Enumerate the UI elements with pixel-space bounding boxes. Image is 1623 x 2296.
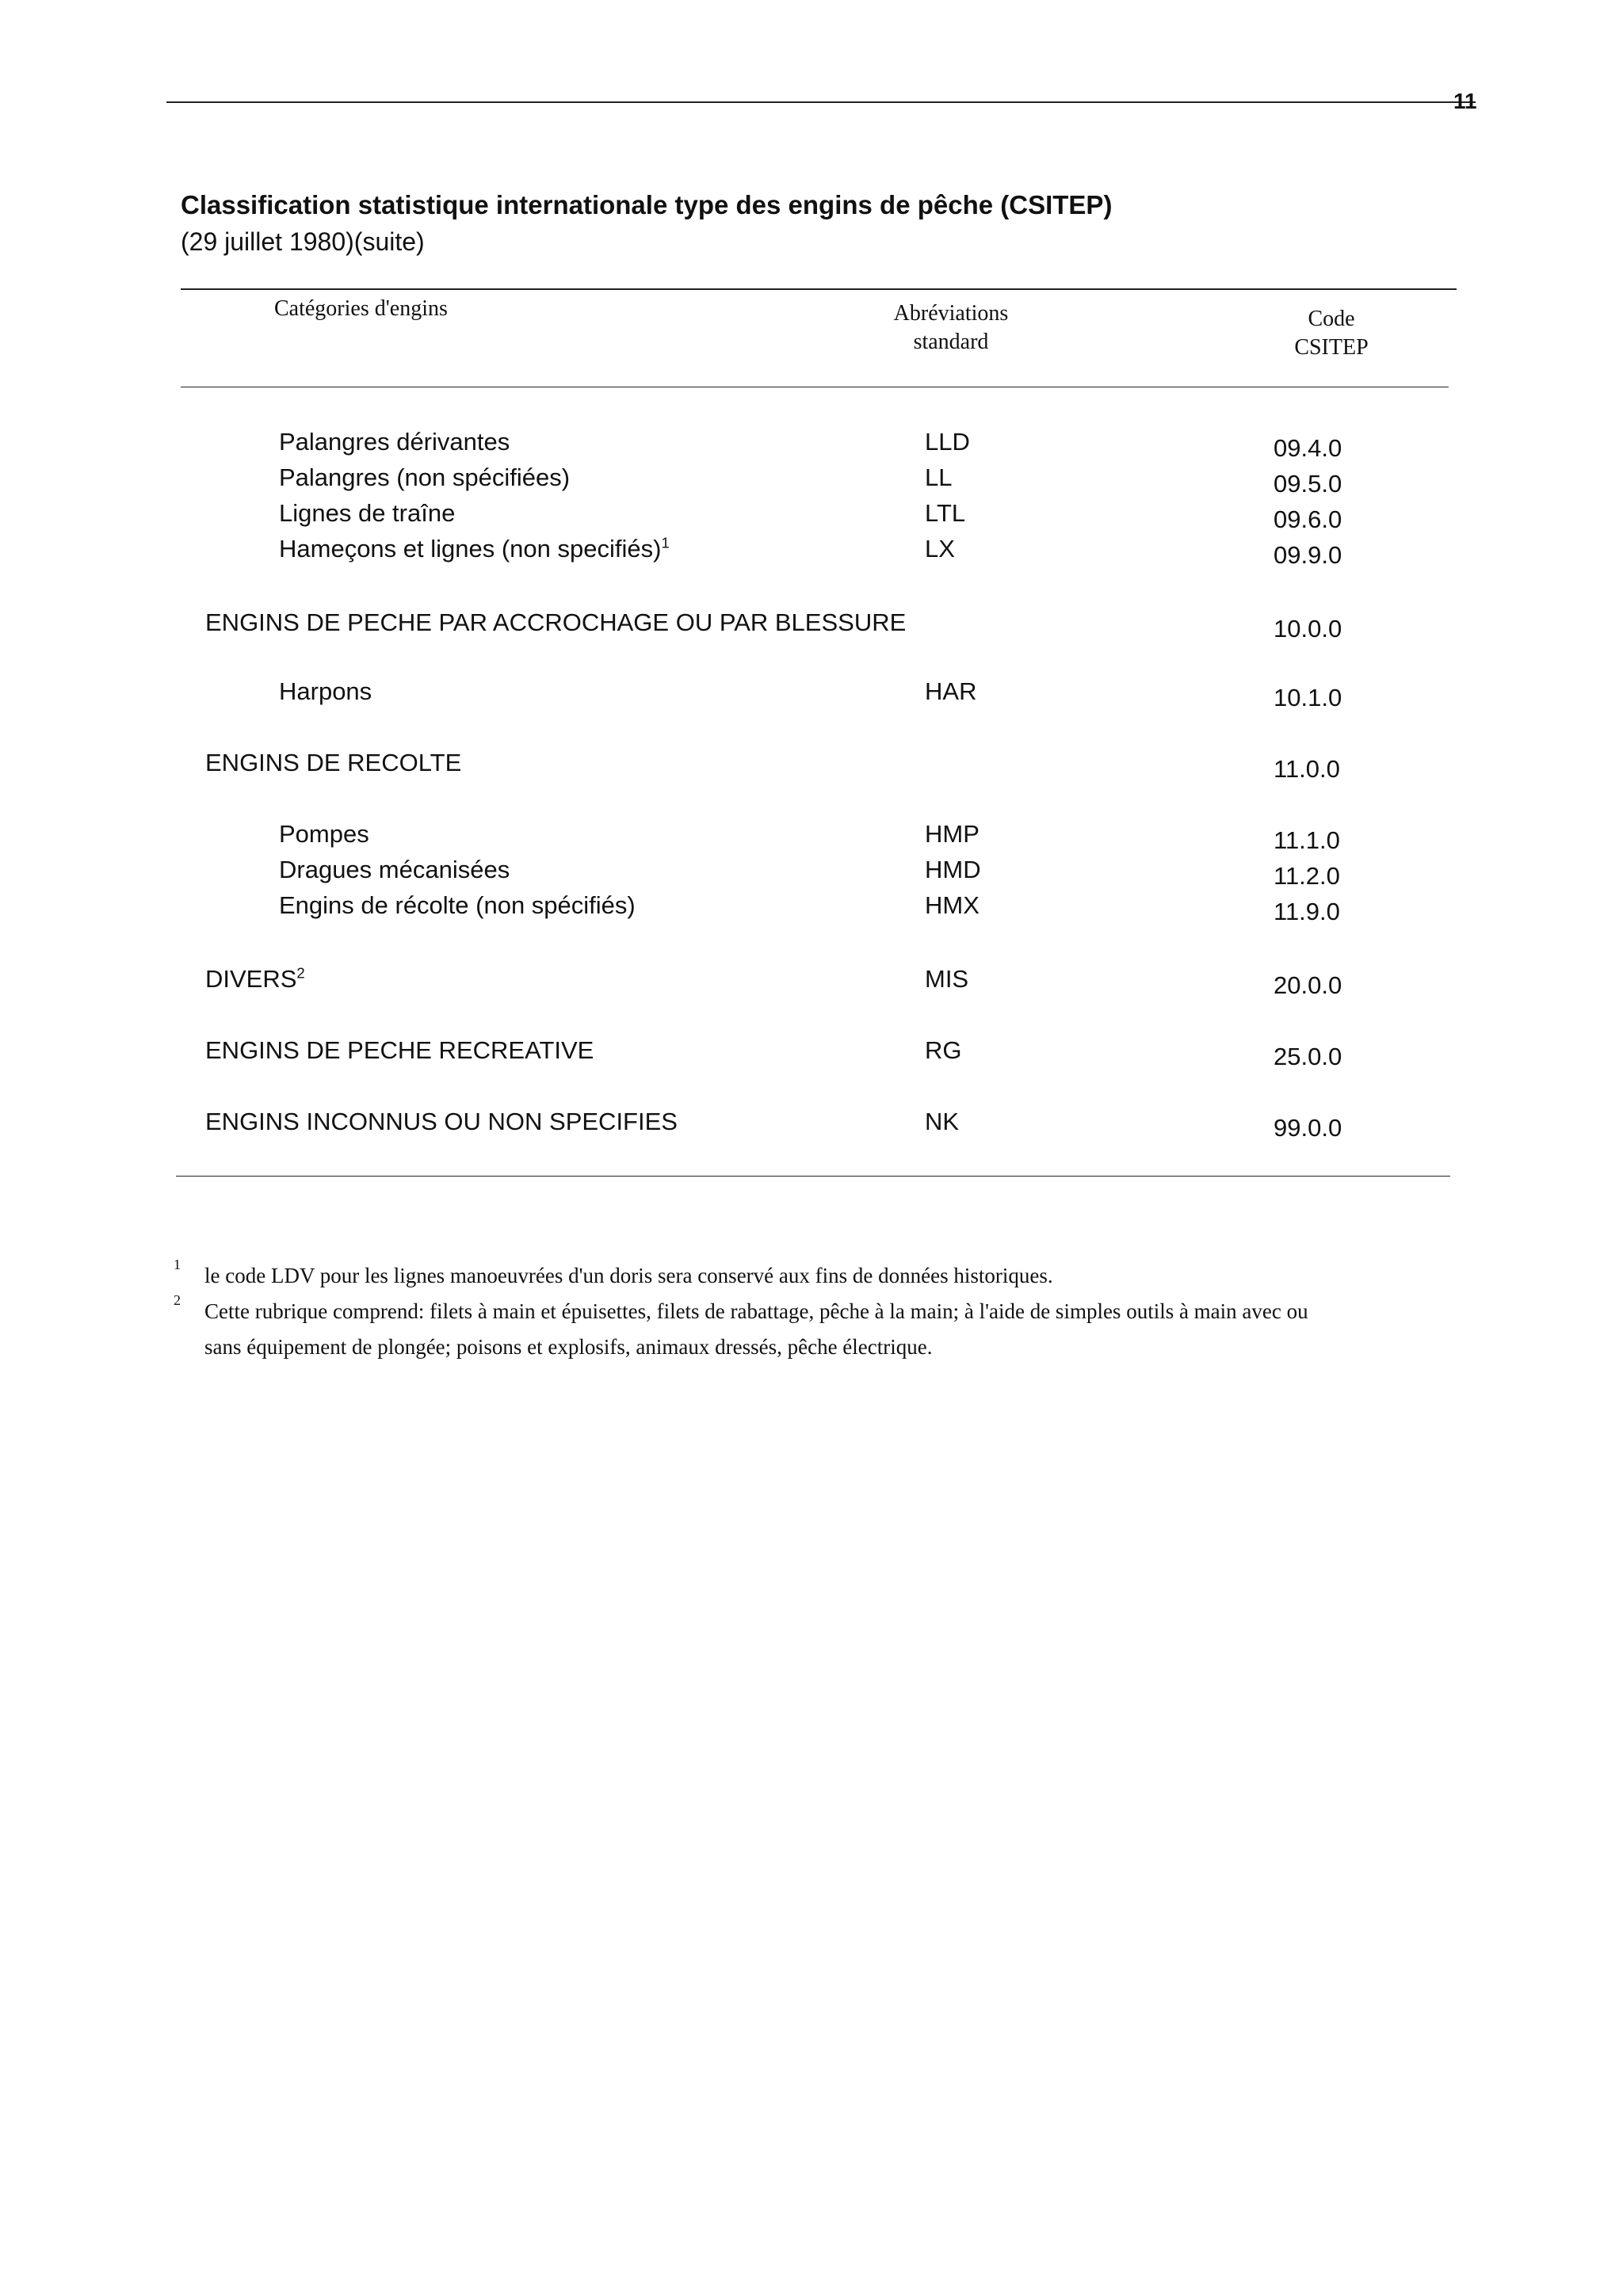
table-row	[0, 856, 1623, 892]
table-row	[0, 428, 1623, 464]
code-cell: 20.0.0	[1274, 971, 1342, 999]
category-heading	[205, 965, 305, 994]
category-item	[279, 428, 510, 456]
category-item	[279, 499, 455, 528]
table-top-rule	[181, 288, 1457, 290]
code-cell: 11.1.0	[1274, 826, 1340, 854]
abbreviation-cell: NK	[925, 1108, 960, 1135]
code-cell: 10.1.0	[1274, 684, 1342, 711]
category-heading	[205, 1036, 594, 1065]
table-row	[0, 965, 1623, 1001]
footnote-text: sans équipement de plongée; poisons et explosifs, animaux dressés, pêche électrique.	[204, 1335, 933, 1359]
abbreviation-cell: LLD	[925, 428, 970, 456]
code-cell: 09.6.0	[1274, 505, 1342, 533]
category-label: Harpons	[279, 677, 372, 705]
code-cell: 11.2.0	[1274, 862, 1340, 890]
category-label: ENGINS DE PECHE PAR ACCROCHAGE OU PAR BLESSURE	[205, 608, 907, 636]
table-row	[0, 677, 1623, 714]
category-label: DIVERS	[205, 965, 297, 993]
footnote-text: le code LDV pour les lignes manoeuvrées d'un doris sera conservé aux fins de données historiques.	[204, 1264, 1053, 1287]
category-item	[279, 856, 510, 884]
category-item	[279, 677, 372, 706]
header-categories: Catégories d'engins	[274, 296, 448, 321]
table-row	[0, 891, 1623, 928]
code-cell: 09.4.0	[1274, 434, 1342, 462]
table-row	[0, 1108, 1623, 1144]
abbreviation-cell: HAR	[925, 677, 977, 705]
category-heading	[205, 1108, 678, 1136]
category-label: ENGINS INCONNUS OU NON SPECIFIES	[205, 1108, 678, 1135]
header-abbreviations-line2: standard	[913, 330, 989, 354]
abbreviation-cell: RG	[925, 1036, 962, 1064]
abbreviation-cell: LTL	[925, 499, 966, 527]
header-abbreviations-line1: Abréviations	[893, 301, 1009, 326]
code-cell: 25.0.0	[1274, 1043, 1342, 1070]
code-cell: 99.0.0	[1274, 1114, 1342, 1142]
page-top-rule	[166, 101, 1476, 103]
category-label: Lignes de traîne	[279, 499, 456, 527]
abbreviation-cell: MIS	[925, 965, 969, 993]
footnote-mark: 1	[174, 1257, 181, 1272]
document-title: Classification statistique internationale type des engins de pêche (CSITEP)	[181, 190, 1113, 219]
table-row	[0, 820, 1623, 856]
code-cell: 11.9.0	[1274, 898, 1340, 925]
category-label: ENGINS DE RECOLTE	[205, 749, 462, 776]
abbreviation-cell: LL	[925, 463, 953, 491]
category-label: ENGINS DE PECHE RECREATIVE	[205, 1036, 594, 1064]
footnote-reference: 2	[296, 964, 305, 982]
category-heading	[205, 608, 906, 637]
footnote-text: Cette rubrique comprend: filets à main et épuisettes, filets de rabattage, pêche à la main; à l'aide de simples outils à main avec ou	[204, 1299, 1308, 1323]
category-item	[279, 820, 369, 849]
table-row	[0, 1036, 1623, 1073]
table-row	[0, 535, 1623, 571]
category-label: Engins de récolte (non spécifiés)	[279, 891, 636, 919]
header-code	[1252, 305, 1411, 362]
page-number: 11	[1453, 89, 1477, 113]
category-label: Palangres dérivantes	[279, 428, 510, 456]
abbreviation-cell: LX	[925, 535, 955, 563]
category-label: Dragues mécanisées	[279, 856, 510, 883]
code-cell: 10.0.0	[1274, 615, 1342, 643]
footnote-mark: 2	[174, 1292, 181, 1308]
table-row	[0, 749, 1623, 785]
code-cell: 09.9.0	[1274, 541, 1342, 569]
header-code-line1: Code	[1308, 307, 1355, 331]
abbreviation-cell: HMD	[925, 856, 981, 883]
table-row	[0, 499, 1623, 536]
category-item	[279, 463, 570, 492]
document-subtitle: (29 juillet 1980)(suite)	[181, 227, 425, 256]
abbreviation-cell: HMP	[925, 820, 980, 848]
category-label: Pompes	[279, 820, 369, 848]
category-heading	[205, 749, 461, 777]
category-item	[279, 891, 636, 920]
category-label: Palangres (non spécifiées)	[279, 463, 571, 491]
code-cell: 11.0.0	[1274, 755, 1340, 783]
header-abbreviations	[856, 299, 1046, 357]
table-row	[0, 463, 1623, 500]
table-row	[0, 608, 1623, 645]
category-label: Hameçons et lignes (non specifiés)	[279, 535, 662, 563]
code-cell: 09.5.0	[1274, 470, 1342, 498]
abbreviation-cell: HMX	[925, 891, 980, 919]
header-code-line2: CSITEP	[1294, 335, 1369, 360]
footnote-reference: 1	[661, 534, 670, 551]
category-item	[279, 535, 670, 563]
table-bottom-rule	[176, 1176, 1450, 1177]
